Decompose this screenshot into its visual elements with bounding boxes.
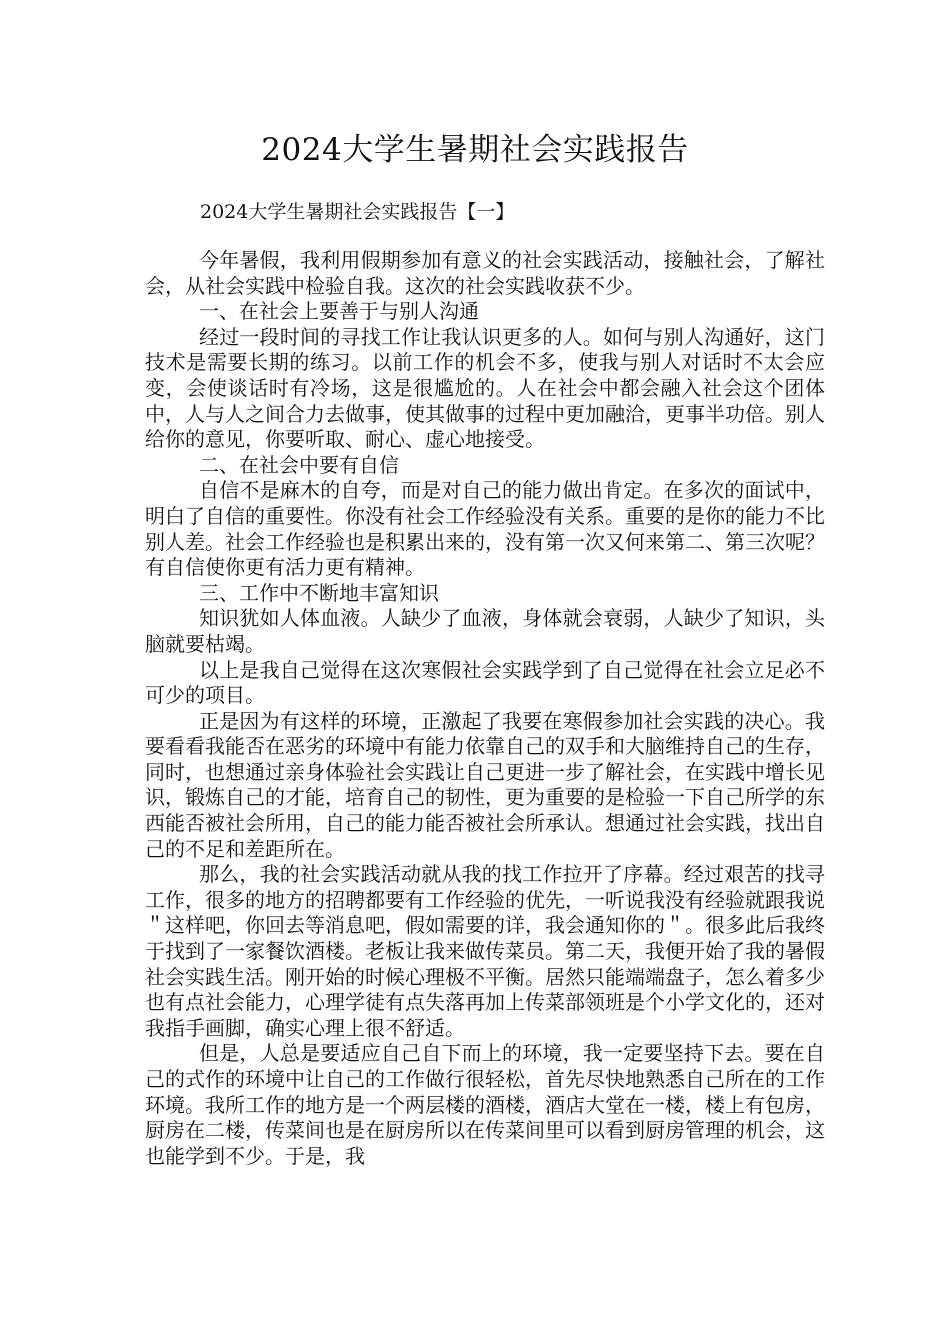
paragraph: 正是因为有这样的环境，正激起了我要在寒假参加社会实践的决心。我要看看我能否在恶劣的环境中有能力依靠自己的双手和大脑维持自己的生存，同时，也想通过亲身体验社会实践让自己更进一步了解社会，在实践中增长见识，锻炼自己的才能，培育自己的韧性，更为重要的是检验一下自己所学的东西能否被社会所用，自己的能力能否被社会所承认。想通过社会实践，找出自己的不足和差距所在。 xyxy=(145,708,825,861)
document-body xyxy=(145,248,825,1169)
paragraph: 知识犹如人体血液。人缺少了血液，身体就会衰弱，人缺少了知识，头脑就要枯竭。 xyxy=(145,606,825,656)
paragraph: 那么，我的社会实践活动就从我的找工作拉开了序幕。经过艰苦的找寻工作，很多的地方的招聘都要有工作经验的优先，一听说我没有经验就跟我说＂这样吧，你回去等消息吧，假如需要的详，我会通知你的＂。很多此后我终于找到了一家餐饮酒楼。老板让我来做传菜员。第二天，我便开始了我的暑假社会实践生活。刚开始的时候心理极不平衡。居然只能端端盘子，怎么着多少也有点社会能力，心理学徒有点失落再加上传菜部领班是个小学文化的，还对我指手画脚，确实心理上很不舒适。 xyxy=(145,862,825,1040)
paragraph: 今年暑假，我利用假期参加有意义的社会实践活动，接触社会，了解社会，从社会实践中检验自我。这次的社会实践收获不少。 xyxy=(145,248,825,298)
document-title: 2024大学生暑期社会实践报告 xyxy=(261,132,689,168)
section-heading: 三、工作中不断地丰富知识 xyxy=(199,580,439,605)
paragraph: 自信不是麻木的自夸，而是对自己的能力做出肯定。在多次的面试中，明白了自信的重要性。你没有社会工作经验没有关系。重要的是你的能力不比别人差。社会工作经验也是积累出来的，没有第一次又何来第二、第三次呢？有自信使你更有活力更有精神。 xyxy=(145,478,825,580)
paragraph: 以上是我自己觉得在这次寒假社会实践学到了自己觉得在社会立足必不可少的项目。 xyxy=(145,657,825,708)
section-heading: 一、在社会上要善于与别人沟通 xyxy=(199,299,479,324)
section-heading: 二、在社会中要有自信 xyxy=(199,452,399,477)
paragraph: 经过一段时间的寻找工作让我认识更多的人。如何与别人沟通好，这门技术是需要长期的练习。以前工作的机会不多，使我与别人对话时不太会应变，会使谈话时有冷场，这是很尴尬的。人在社会中都会融入社会这个团体中，人与人之间合力去做事，使其做事的过程中更加融洽，更事半功倍。别人给你的意见，你要听取、耐心、虚心地接受。 xyxy=(145,324,825,452)
paragraph: 但是，人总是要适应自己自下而上的环境，我一定要坚持下去。要在自己的式作的环境中让自己的工作做行很轻松，首先尽快地熟悉自己所在的工作环境。我所工作的地方是一个两层楼的酒楼，酒店大堂在一楼，楼上有包房，厨房在二楼，传菜间也是在厨房所以在传菜间里可以看到厨房管理的机会，这也能学到不少。于是，我 xyxy=(145,1041,825,1168)
document-subtitle: 2024大学生暑期社会实践报告【一】 xyxy=(200,201,515,223)
